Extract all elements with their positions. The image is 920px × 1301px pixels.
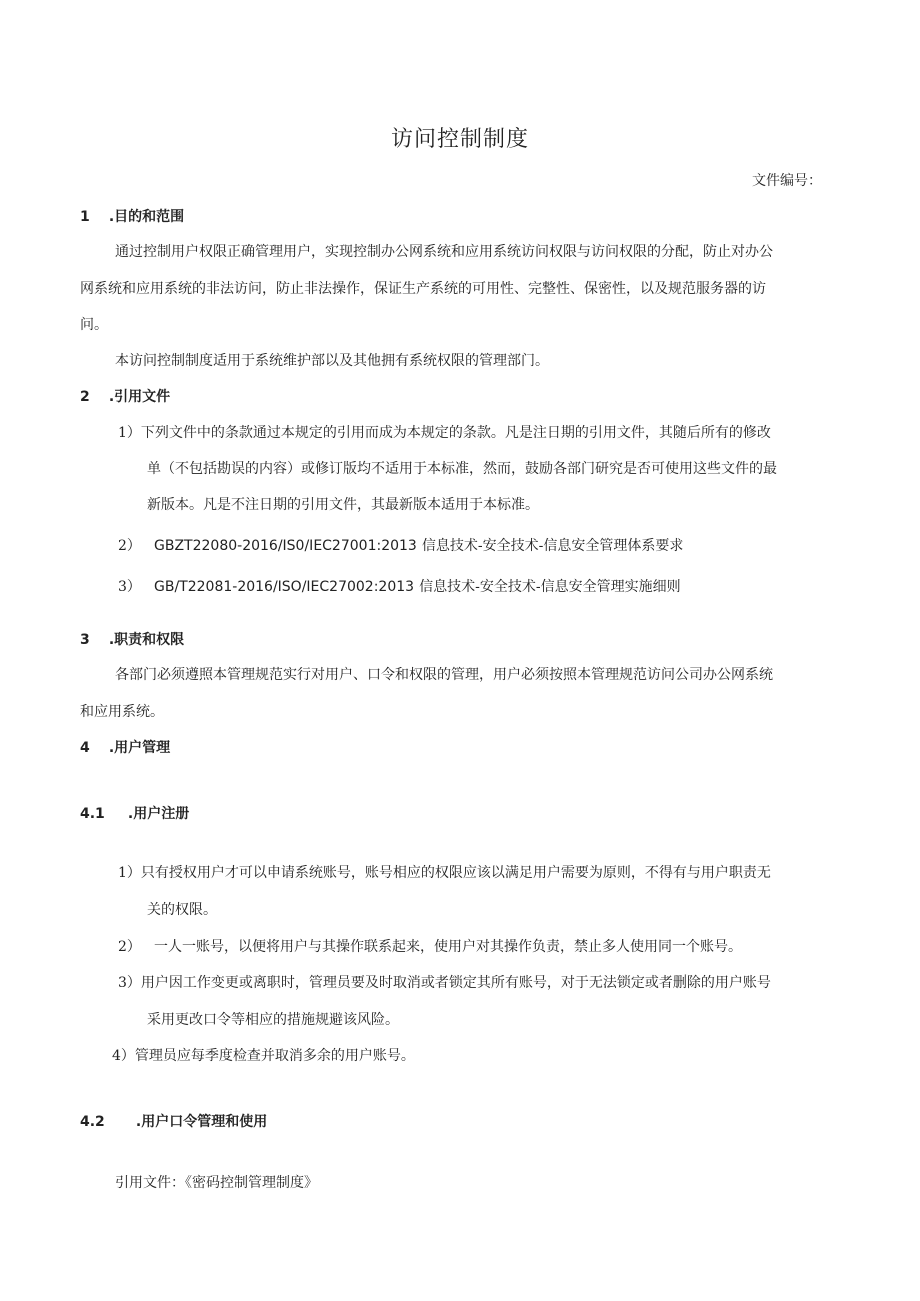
standard-code: GBZT22080-2016/IS0/IEC27001:2013 — [154, 538, 417, 554]
list-item — [118, 936, 742, 956]
standard-title: 信息技术-安全技术-信息安全管理实施细则 — [419, 579, 681, 595]
section-number: 4 — [80, 740, 90, 756]
section-number: 4.1 — [80, 806, 105, 822]
list-item-line: 单（不包括勘误的内容）或修订版均不适用于本标准，然而，鼓励各部门研究是否可使用这些文件的最 — [147, 461, 777, 477]
list-text: 一人一账号，以便将用户与其操作联系起来，使用户对其操作负责，禁止多人使用同一个账号。 — [154, 939, 743, 955]
paragraph-line: 通过控制用户权限正确管理用户，实现控制办公网系统和应用系统访问权限与访问权限的分配，防止对办公 — [115, 244, 773, 260]
doc-number-label: 文件编号： — [752, 173, 822, 189]
list-number: 2） — [118, 538, 141, 554]
list-item-line: 新版本。凡是不注日期的引用文件，其最新版本适用于本标准。 — [147, 497, 539, 513]
section-number: 1 — [80, 209, 90, 225]
standard-code: GB/T22081-2016/ISO/IEC27002:2013 — [154, 579, 415, 595]
reference-line: 引用文件：《密码控制管理制度》 — [115, 1175, 318, 1191]
paragraph-line: 问。 — [80, 317, 108, 333]
paragraph-line: 本访问控制制度适用于系统维护部以及其他拥有系统权限的管理部门。 — [115, 353, 549, 369]
section-number: 2 — [80, 389, 90, 405]
list-number: 3） — [118, 579, 141, 595]
section-number: 3 — [80, 632, 90, 648]
list-item-line: 1）只有授权用户才可以申请系统账号，账号相应的权限应该以满足用户需要为原则，不得有与用户职责无 — [118, 865, 771, 881]
section-4-heading — [80, 737, 170, 757]
section-2-heading — [80, 386, 170, 406]
page-title: 访问控制制度 — [390, 127, 529, 152]
section-title: .职责和权限 — [108, 632, 185, 648]
section-3-heading — [80, 629, 184, 649]
paragraph-line: 各部门必须遵照本管理规范实行对用户、口令和权限的管理，用户必须按照本管理规范访问公司办公网系统 — [115, 667, 773, 683]
reference-item — [118, 535, 683, 555]
paragraph-line: 网系统和应用系统的非法访问，防止非法操作，保证生产系统的可用性、完整性、保密性，以及规范服务器的访 — [80, 281, 766, 297]
list-item-line: 4）管理员应每季度检查并取消多余的用户账号。 — [112, 1048, 415, 1064]
list-item-line: 关的权限。 — [147, 902, 217, 918]
section-4-1-heading — [80, 803, 189, 823]
paragraph-line: 和应用系统。 — [80, 704, 164, 720]
reference-item — [118, 576, 681, 596]
section-title: .目的和范围 — [108, 209, 185, 225]
list-item-line: 3）用户因工作变更或离职时，管理员要及时取消或者锁定其所有账号，对于无法锁定或者删除的用户账号 — [118, 975, 771, 991]
section-4-2-heading — [80, 1111, 267, 1131]
list-item-line: 采用更改口令等相应的措施规避该风险。 — [147, 1012, 399, 1028]
list-number: 2） — [118, 939, 141, 955]
standard-title: 信息技术-安全技术-信息安全管理体系要求 — [421, 538, 684, 554]
section-title: .用户管理 — [108, 740, 171, 756]
section-title: .用户注册 — [127, 806, 190, 822]
section-title: .用户口令管理和使用 — [135, 1114, 268, 1130]
list-item-line: 1）下列文件中的条款通过本规定的引用而成为本规定的条款。凡是注日期的引用文件，其随后所有的修改 — [118, 425, 771, 441]
section-1-heading — [80, 206, 184, 226]
section-title: .引用文件 — [108, 389, 171, 405]
section-number: 4.2 — [80, 1114, 105, 1130]
